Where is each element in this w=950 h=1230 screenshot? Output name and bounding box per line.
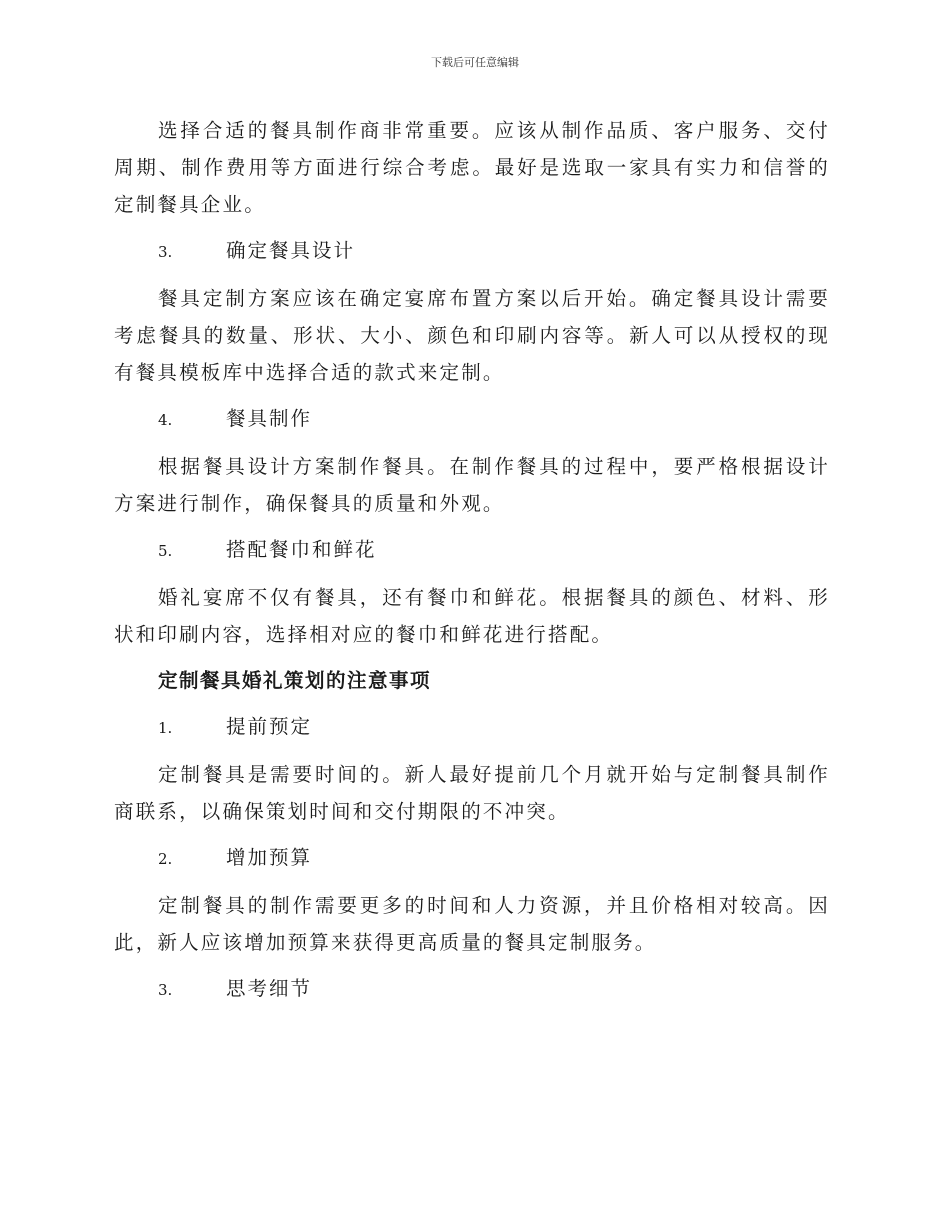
list-number: 2. [158,850,173,868]
list-label: 搭配餐巾和鲜花 [226,538,377,561]
paragraph-manufacturer: 选择合适的餐具制作商非常重要。应该从制作品质、客户服务、交付周期、制作费用等方面进行综合考虑。最好是选取一家具有实力和信誉的定制餐具企业。 [114,119,830,216]
list-item-budget [114,839,830,878]
document-body [114,112,830,1018]
list-number: 3. [158,243,173,261]
list-label: 确定餐具设计 [226,239,356,262]
list-item-book-early [114,708,830,747]
page-header: 下载后可任意编辑 [431,56,519,69]
list-item-details [114,970,830,1009]
list-item-napkins-flowers [114,531,830,570]
paragraph-budget: 定制餐具的制作需要更多的时间和人力资源，并且价格相对较高。因此，新人应该增加预算来获得更高质量的餐具定制服务。 [114,894,830,954]
section-heading: 定制餐具婚礼策划的注意事项 [158,669,432,692]
paragraph-napkins-flowers: 婚礼宴席不仅有餐具，还有餐巾和鲜花。根据餐具的颜色、材料、形状和印刷内容，选择相对应的餐巾和鲜花进行搭配。 [114,586,830,646]
list-number: 5. [158,542,173,560]
list-label: 提前预定 [226,715,313,738]
list-label: 餐具制作 [226,407,313,430]
list-label: 思考细节 [226,977,313,1000]
list-item-design [114,232,830,271]
list-number: 1. [158,719,173,737]
paragraph-production: 根据餐具设计方案制作餐具。在制作餐具的过程中，要严格根据设计方案进行制作，确保餐具的质量和外观。 [114,455,830,515]
list-label: 增加预算 [226,846,313,869]
paragraph-design: 餐具定制方案应该在确定宴席布置方案以后开始。确定餐具设计需要考虑餐具的数量、形状、大小、颜色和印刷内容等。新人可以从授权的现有餐具模板库中选择合适的款式来定制。 [114,287,830,384]
list-item-production [114,400,830,439]
list-number: 4. [158,411,173,429]
list-number: 3. [158,981,173,999]
paragraph-book-early: 定制餐具是需要时间的。新人最好提前几个月就开始与定制餐具制作商联系，以确保策划时间和交付期限的不冲突。 [114,763,830,823]
